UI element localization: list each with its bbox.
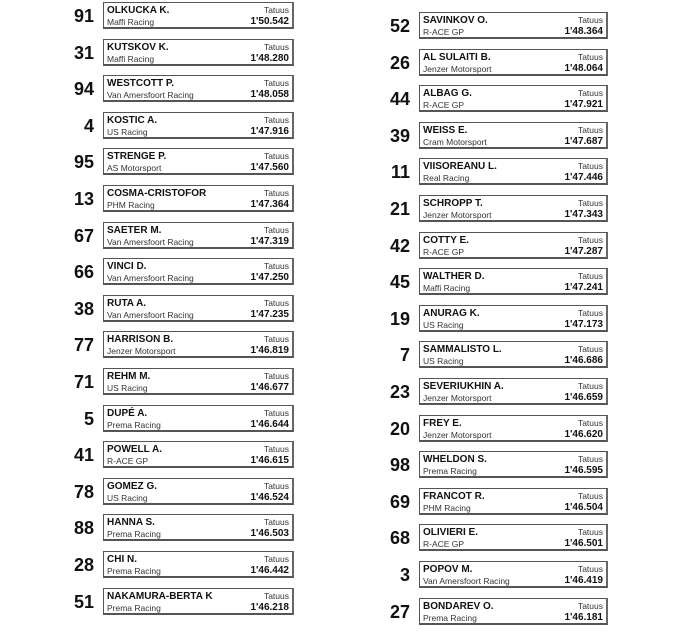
team-name: Prema Racing	[107, 566, 161, 576]
lap-time: 1'46.504	[564, 502, 603, 513]
driver-name: FREY E.	[423, 418, 462, 429]
lap-time: 1'46.524	[250, 492, 289, 503]
driver-name: SAETER M.	[107, 225, 161, 236]
car-number: 38	[54, 298, 94, 320]
driver-box	[419, 415, 608, 442]
grid-slot	[316, 85, 616, 122]
chassis-name: Tatuus	[264, 298, 289, 308]
team-name: AS Motorsport	[107, 163, 161, 173]
team-name: US Racing	[107, 493, 148, 503]
grid-slot	[0, 405, 300, 442]
grid-column-left	[0, 2, 300, 624]
chassis-name: Tatuus	[264, 481, 289, 491]
grid-slot	[0, 295, 300, 332]
chassis-name: Tatuus	[578, 564, 603, 574]
driver-box	[419, 305, 608, 332]
team-name: US Racing	[423, 320, 464, 330]
team-name: Van Amersfoort Racing	[107, 273, 194, 283]
chassis-name: Tatuus	[264, 261, 289, 271]
team-name: R-ACE GP	[107, 456, 148, 466]
driver-name: HANNA S.	[107, 517, 155, 528]
team-name: Van Amersfoort Racing	[107, 90, 194, 100]
lap-time: 1'47.446	[564, 172, 603, 183]
driver-box	[103, 185, 294, 212]
lap-time: 1'47.364	[250, 199, 289, 210]
driver-box	[419, 232, 608, 259]
driver-name: AL SULAITI B.	[423, 52, 491, 63]
chassis-name: Tatuus	[578, 198, 603, 208]
lap-time: 1'46.659	[564, 392, 603, 403]
team-name: Real Racing	[423, 173, 469, 183]
driver-box	[103, 2, 294, 29]
grid-slot	[0, 112, 300, 149]
driver-name: RUTA A.	[107, 298, 146, 309]
lap-time: 1'46.686	[564, 355, 603, 366]
car-number: 13	[54, 188, 94, 210]
grid-slot	[0, 39, 300, 76]
lap-time: 1'46.218	[250, 602, 289, 613]
team-name: Jenzer Motorsport	[423, 210, 492, 220]
grid-slot	[316, 341, 616, 378]
car-number: 66	[54, 261, 94, 283]
grid-slot	[316, 268, 616, 305]
team-name: US Racing	[107, 127, 148, 137]
driver-box	[103, 295, 294, 322]
team-name: Prema Racing	[107, 603, 161, 613]
team-name: Maffi Racing	[107, 17, 154, 27]
driver-name: WESTCOTT P.	[107, 78, 174, 89]
chassis-name: Tatuus	[264, 334, 289, 344]
driver-name: NAKAMURA-BERTA K	[107, 591, 213, 602]
driver-name: GOMEZ G.	[107, 481, 157, 492]
team-name: PHM Racing	[107, 200, 155, 210]
car-number: 19	[370, 308, 410, 330]
lap-time: 1'47.287	[564, 246, 603, 257]
lap-time: 1'46.595	[564, 465, 603, 476]
lap-time: 1'46.620	[564, 429, 603, 440]
team-name: Prema Racing	[423, 466, 477, 476]
car-number: 71	[54, 371, 94, 393]
team-name: Cram Motorsport	[423, 137, 487, 147]
driver-box	[419, 195, 608, 222]
lap-time: 1'48.058	[250, 89, 289, 100]
driver-name: POWELL A.	[107, 444, 162, 455]
driver-name: VIISOREANU L.	[423, 161, 497, 172]
car-number: 39	[370, 125, 410, 147]
driver-box	[419, 85, 608, 112]
chassis-name: Tatuus	[578, 308, 603, 318]
grid-slot	[316, 232, 616, 269]
car-number: 26	[370, 52, 410, 74]
driver-box	[103, 222, 294, 249]
chassis-name: Tatuus	[578, 344, 603, 354]
driver-box	[419, 158, 608, 185]
grid-slot	[0, 551, 300, 588]
grid-slot	[0, 478, 300, 515]
chassis-name: Tatuus	[264, 42, 289, 52]
team-name: US Racing	[107, 383, 148, 393]
grid-slot	[0, 75, 300, 112]
team-name: Prema Racing	[423, 613, 477, 623]
team-name: R-ACE GP	[423, 27, 464, 37]
lap-time: 1'50.542	[250, 16, 289, 27]
driver-box	[419, 524, 608, 551]
car-number: 45	[370, 271, 410, 293]
driver-box	[419, 378, 608, 405]
grid-slot	[316, 598, 616, 634]
car-number: 94	[54, 78, 94, 100]
team-name: US Racing	[423, 356, 464, 366]
car-number: 3	[370, 564, 410, 586]
driver-box	[419, 12, 608, 39]
lap-time: 1'47.319	[250, 236, 289, 247]
grid-slot	[0, 368, 300, 405]
driver-box	[103, 441, 294, 468]
lap-time: 1'46.442	[250, 565, 289, 576]
driver-name: COSMA-CRISTOFOR	[107, 188, 206, 199]
team-name: R-ACE GP	[423, 539, 464, 549]
lap-time: 1'47.916	[250, 126, 289, 137]
chassis-name: Tatuus	[264, 371, 289, 381]
driver-name: HARRISON B.	[107, 334, 173, 345]
lap-time: 1'46.615	[250, 455, 289, 466]
grid-slot	[316, 451, 616, 488]
lap-time: 1'46.501	[564, 538, 603, 549]
car-number: 27	[370, 601, 410, 623]
driver-box	[103, 588, 294, 615]
driver-name: SEVERIUKHIN A.	[423, 381, 504, 392]
chassis-name: Tatuus	[578, 161, 603, 171]
driver-name: SCHROPP T.	[423, 198, 483, 209]
driver-name: OLKUCKA K.	[107, 5, 169, 16]
team-name: Van Amersfoort Racing	[423, 576, 510, 586]
team-name: Prema Racing	[107, 529, 161, 539]
chassis-name: Tatuus	[264, 5, 289, 15]
grid-slot	[316, 158, 616, 195]
car-number: 4	[54, 115, 94, 137]
car-number: 67	[54, 225, 94, 247]
chassis-name: Tatuus	[264, 225, 289, 235]
car-number: 69	[370, 491, 410, 513]
grid-slot	[316, 524, 616, 561]
grid-slot	[316, 122, 616, 159]
lap-time: 1'48.364	[564, 26, 603, 37]
grid-column-right	[316, 12, 616, 634]
lap-time: 1'48.280	[250, 53, 289, 64]
driver-name: VINCI D.	[107, 261, 146, 272]
driver-name: POPOV M.	[423, 564, 472, 575]
chassis-name: Tatuus	[578, 15, 603, 25]
car-number: 31	[54, 42, 94, 64]
car-number: 44	[370, 88, 410, 110]
driver-name: WALTHER D.	[423, 271, 484, 282]
driver-box	[103, 514, 294, 541]
driver-box	[103, 331, 294, 358]
team-name: Van Amersfoort Racing	[107, 237, 194, 247]
chassis-name: Tatuus	[578, 418, 603, 428]
car-number: 52	[370, 15, 410, 37]
grid-slot	[0, 185, 300, 222]
chassis-name: Tatuus	[578, 527, 603, 537]
lap-time: 1'47.241	[564, 282, 603, 293]
team-name: R-ACE GP	[423, 247, 464, 257]
car-number: 68	[370, 527, 410, 549]
driver-name: FRANCOT R.	[423, 491, 485, 502]
grid-slot	[316, 49, 616, 86]
chassis-name: Tatuus	[264, 78, 289, 88]
driver-box	[419, 49, 608, 76]
driver-name: REHM M.	[107, 371, 150, 382]
grid-slot	[0, 258, 300, 295]
team-name: Prema Racing	[107, 420, 161, 430]
driver-name: WEISS E.	[423, 125, 467, 136]
driver-box	[103, 112, 294, 139]
driver-name: SAMMALISTO L.	[423, 344, 502, 355]
lap-time: 1'46.677	[250, 382, 289, 393]
car-number: 20	[370, 418, 410, 440]
driver-box	[103, 75, 294, 102]
chassis-name: Tatuus	[264, 188, 289, 198]
chassis-name: Tatuus	[578, 271, 603, 281]
driver-name: DUPÉ A.	[107, 408, 147, 419]
driver-name: WHELDON S.	[423, 454, 487, 465]
lap-time: 1'46.419	[564, 575, 603, 586]
driver-name: SAVINKOV O.	[423, 15, 488, 26]
team-name: Jenzer Motorsport	[423, 430, 492, 440]
driver-name: OLIVIERI E.	[423, 527, 478, 538]
driver-box	[103, 39, 294, 66]
lap-time: 1'46.503	[250, 528, 289, 539]
lap-time: 1'46.644	[250, 419, 289, 430]
team-name: Jenzer Motorsport	[107, 346, 176, 356]
grid-slot	[316, 415, 616, 452]
lap-time: 1'47.235	[250, 309, 289, 320]
driver-box	[419, 341, 608, 368]
team-name: PHM Racing	[423, 503, 471, 513]
lap-time: 1'47.343	[564, 209, 603, 220]
car-number: 98	[370, 454, 410, 476]
car-number: 78	[54, 481, 94, 503]
chassis-name: Tatuus	[578, 381, 603, 391]
car-number: 11	[370, 161, 410, 183]
chassis-name: Tatuus	[578, 454, 603, 464]
chassis-name: Tatuus	[264, 517, 289, 527]
car-number: 95	[54, 151, 94, 173]
grid-slot	[316, 12, 616, 49]
chassis-name: Tatuus	[578, 125, 603, 135]
chassis-name: Tatuus	[264, 151, 289, 161]
grid-slot	[0, 222, 300, 259]
driver-name: CHI N.	[107, 554, 137, 565]
driver-box	[419, 122, 608, 149]
team-name: Maffi Racing	[107, 54, 154, 64]
driver-box	[419, 451, 608, 478]
chassis-name: Tatuus	[264, 591, 289, 601]
lap-time: 1'46.181	[564, 612, 603, 623]
driver-box	[103, 478, 294, 505]
car-number: 51	[54, 591, 94, 613]
grid-slot	[316, 305, 616, 342]
car-number: 5	[54, 408, 94, 430]
grid-slot	[316, 561, 616, 598]
chassis-name: Tatuus	[578, 52, 603, 62]
driver-name: ALBAG G.	[423, 88, 472, 99]
driver-name: STRENGE P.	[107, 151, 166, 162]
team-name: Jenzer Motorsport	[423, 64, 492, 74]
lap-time: 1'46.819	[250, 345, 289, 356]
driver-name: BONDAREV O.	[423, 601, 494, 612]
chassis-name: Tatuus	[264, 554, 289, 564]
driver-box	[419, 488, 608, 515]
driver-name: KUTSKOV K.	[107, 42, 169, 53]
chassis-name: Tatuus	[578, 601, 603, 611]
chassis-name: Tatuus	[578, 235, 603, 245]
driver-box	[419, 561, 608, 588]
team-name: Maffi Racing	[423, 283, 470, 293]
car-number: 91	[54, 5, 94, 27]
lap-time: 1'47.250	[250, 272, 289, 283]
chassis-name: Tatuus	[578, 88, 603, 98]
grid-slot	[316, 195, 616, 232]
driver-box	[103, 368, 294, 395]
lap-time: 1'47.687	[564, 136, 603, 147]
grid-slot	[0, 331, 300, 368]
car-number: 41	[54, 444, 94, 466]
chassis-name: Tatuus	[264, 444, 289, 454]
grid-slot	[316, 488, 616, 525]
car-number: 42	[370, 235, 410, 257]
lap-time: 1'47.560	[250, 162, 289, 173]
car-number: 88	[54, 517, 94, 539]
driver-name: ANURAG K.	[423, 308, 480, 319]
grid-slot	[0, 441, 300, 478]
car-number: 21	[370, 198, 410, 220]
car-number: 7	[370, 344, 410, 366]
team-name: Van Amersfoort Racing	[107, 310, 194, 320]
grid-slot	[0, 148, 300, 185]
driver-box	[103, 405, 294, 432]
chassis-name: Tatuus	[264, 115, 289, 125]
lap-time: 1'48.064	[564, 63, 603, 74]
driver-box	[419, 598, 608, 625]
grid-slot	[0, 514, 300, 551]
car-number: 23	[370, 381, 410, 403]
car-number: 28	[54, 554, 94, 576]
chassis-name: Tatuus	[264, 408, 289, 418]
car-number: 77	[54, 334, 94, 356]
driver-name: KOSTIC A.	[107, 115, 157, 126]
driver-box	[103, 258, 294, 285]
team-name: R-ACE GP	[423, 100, 464, 110]
driver-box	[103, 551, 294, 578]
grid-slot	[316, 378, 616, 415]
grid-slot	[0, 2, 300, 39]
lap-time: 1'47.921	[564, 99, 603, 110]
driver-box	[103, 148, 294, 175]
team-name: Jenzer Motorsport	[423, 393, 492, 403]
chassis-name: Tatuus	[578, 491, 603, 501]
grid-slot	[0, 588, 300, 625]
driver-box	[419, 268, 608, 295]
lap-time: 1'47.173	[564, 319, 603, 330]
driver-name: COTTY E.	[423, 235, 469, 246]
